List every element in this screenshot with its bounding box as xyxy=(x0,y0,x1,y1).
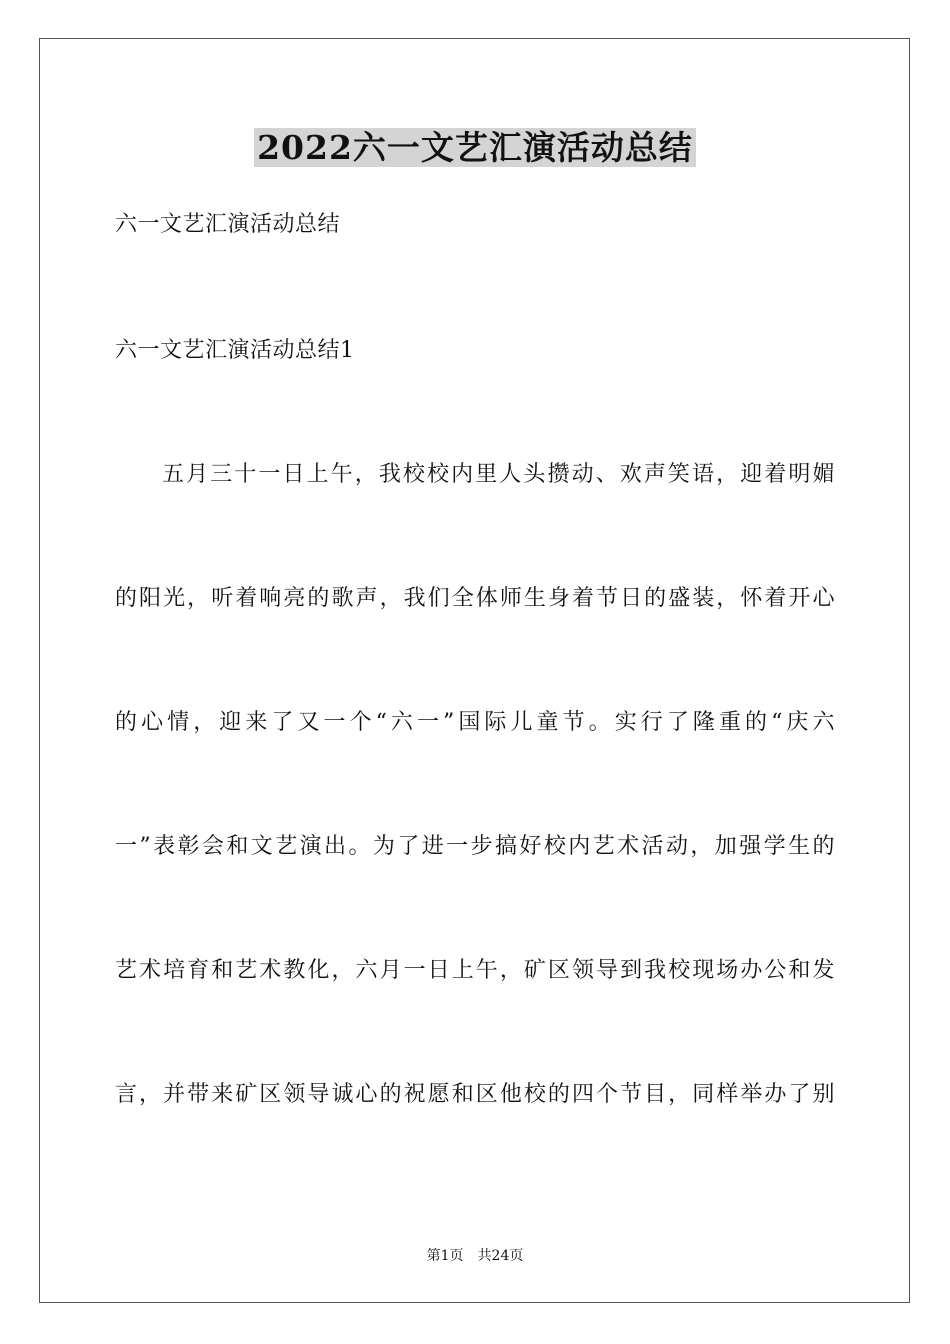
paragraph-line: 的心情，迎来了又一个“六一”国际儿童节。实行了隆重的“庆六 xyxy=(115,710,835,735)
section-heading: 六一文艺汇演活动总结1 xyxy=(115,338,355,363)
total-page-count: 共24页 xyxy=(477,1248,524,1264)
current-page-number: 第1页 xyxy=(426,1248,464,1264)
paragraph-line: 五月三十一日上午，我校校内里人头攒动、欢声笑语，迎着明媚 xyxy=(162,462,835,487)
paragraph-line: 艺术培育和艺术教化，六月一日上午，矿区领导到我校现场办公和发 xyxy=(115,958,835,983)
paragraph-line: 言，并带来矿区领导诚心的祝愿和区他校的四个节目，同样举办了别 xyxy=(115,1082,835,1107)
page-footer xyxy=(0,1246,950,1266)
document-title-text: 2022六一文艺汇演活动总结 xyxy=(254,128,696,167)
paragraph-line: 一”表彰会和文艺演出。为了进一步搞好校内艺术活动，加强学生的 xyxy=(115,834,835,859)
document-subtitle: 六一文艺汇演活动总结 xyxy=(115,212,341,237)
document-title xyxy=(0,124,950,172)
paragraph-line: 的阳光，听着响亮的歌声，我们全体师生身着节日的盛装，怀着开心 xyxy=(115,586,835,611)
